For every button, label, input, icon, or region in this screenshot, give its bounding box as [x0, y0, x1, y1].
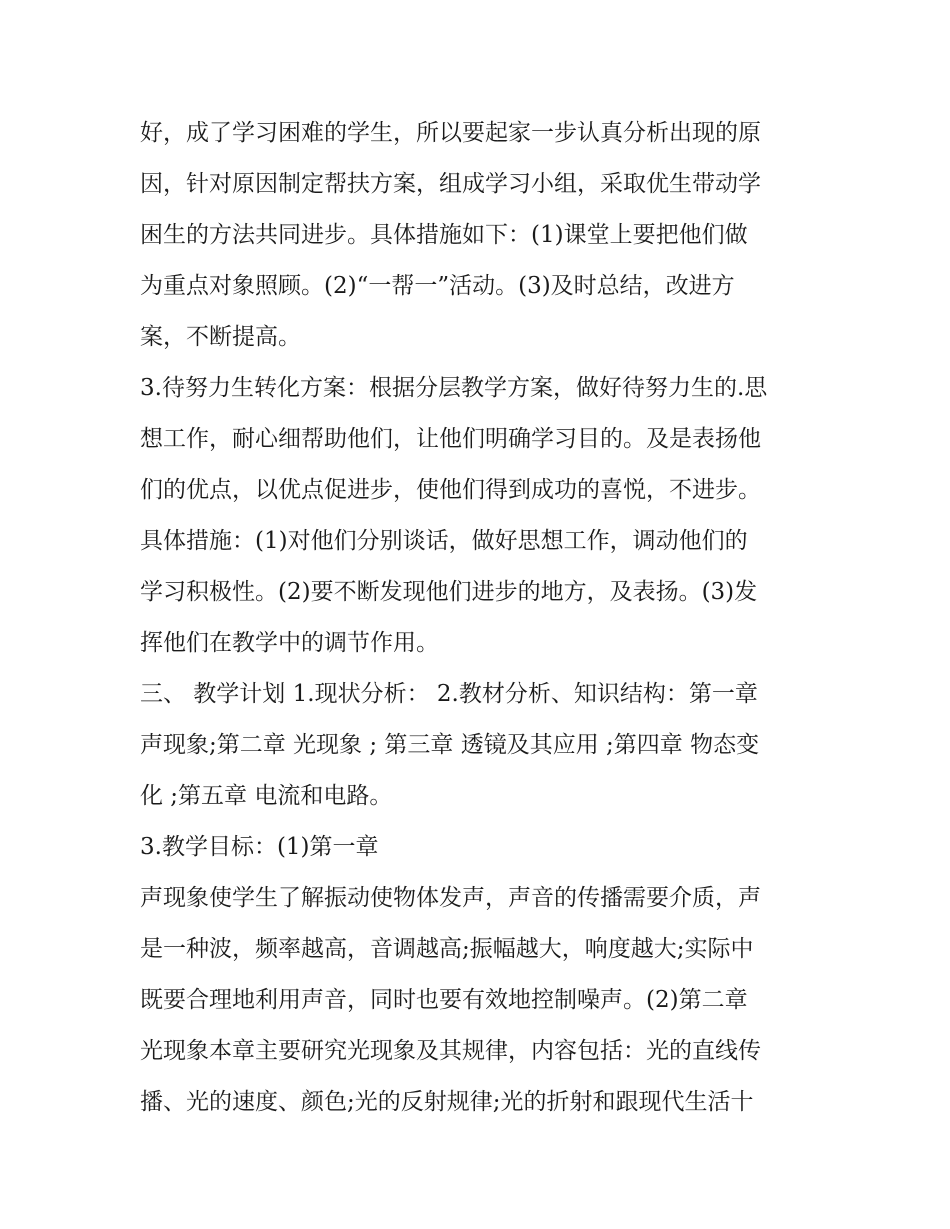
text-line: 案，不断提高。 — [140, 324, 301, 350]
text-line: 播、光的速度、颜色;光的反射规律;光的折射和跟现代生活十 — [140, 1089, 754, 1115]
text-line: 3.教学目标：(1)第一章 — [140, 834, 379, 860]
text-line: 为重点对象照顾。(2)“一帮一”活动。(3)及时总结，改进方 — [140, 273, 735, 299]
document-body — [140, 108, 820, 1128]
text-line: 光现象本章主要研究光现象及其规律，内容包括：光的直线传 — [140, 1038, 761, 1064]
text-line: 具体措施：(1)对他们分别谈话，做好思想工作，调动他们的 — [140, 528, 748, 554]
text-line: 因，针对原因制定帮扶方案，组成学习小组，采取优生带动学 — [140, 171, 761, 197]
text-line: 声现象使学生了解振动使物体发声，声音的传播需要介质，声 — [140, 885, 761, 911]
text-line: 化 ;第五章 电流和电路。 — [140, 783, 393, 809]
text-line: 挥他们在教学中的调节作用。 — [140, 630, 439, 656]
text-line: 学习积极性。(2)要不断发现他们进步的地方，及表扬。(3)发 — [140, 579, 758, 605]
text-line: 想工作，耐心细帮助他们，让他们明确学习目的。及是表扬他 — [140, 426, 761, 452]
text-line: 既要合理地利用声音，同时也要有效地控制噪声。(2)第二章 — [140, 987, 748, 1013]
text-line: 好，成了学习困难的学生，所以要起家一步认真分析出现的原 — [140, 120, 761, 146]
text-line: 三、 教学计划 1.现状分析： 2.教材分析、知识结构：第一章 — [140, 681, 758, 707]
text-line: 声现象;第二章 光现象 ; 第三章 透镜及其应用 ;第四章 物态变 — [140, 732, 760, 758]
text-line: 们的优点，以优点促进步，使他们得到成功的喜悦，不进步。 — [140, 477, 761, 503]
text-line: 3.待努力生转化方案：根据分层教学方案，做好待努力生的.思 — [140, 375, 768, 401]
text-line: 是一种波，频率越高，音调越高;振幅越大，响度越大;实际中 — [140, 936, 754, 962]
text-line: 困生的方法共同进步。具体措施如下：(1)课堂上要把他们做 — [140, 222, 748, 248]
